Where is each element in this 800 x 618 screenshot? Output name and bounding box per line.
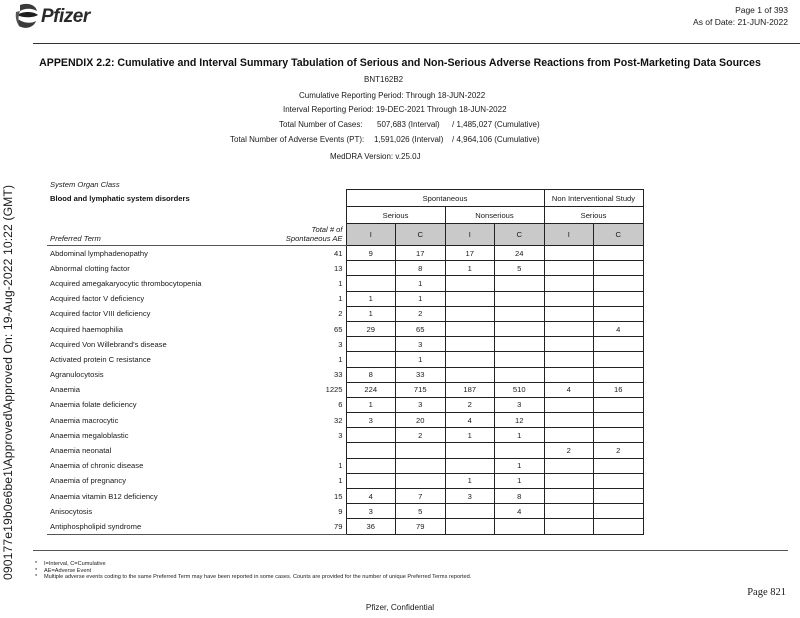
- spont-serious-interval-cell: 1: [346, 291, 396, 306]
- col-spont-serious-interval: I: [346, 224, 396, 246]
- table-row: [47, 458, 643, 473]
- preferred-term-cell: Anisocytosis: [50, 506, 93, 516]
- spont-serious-cumulative-cell: 7: [396, 489, 446, 504]
- total-ae-cumulative: / 4,964,106 (Cumulative): [452, 135, 540, 144]
- table-row: [47, 413, 643, 428]
- spont-nonserious-interval-cell: 1: [445, 261, 495, 276]
- nis-serious-interval-cell: [544, 413, 594, 428]
- spont-serious-cumulative-cell: [396, 443, 446, 458]
- spont-nonserious-cumulative-cell: 12: [495, 413, 545, 428]
- nis-serious-cumulative-cell: [594, 397, 644, 412]
- nis-serious-cumulative-cell: [594, 246, 644, 261]
- spont-nonserious-cumulative-cell: 510: [495, 382, 545, 397]
- spont-nonserious-interval-cell: 17: [445, 246, 495, 261]
- column-header-row: [47, 224, 643, 246]
- spont-nonserious-interval-cell: 3: [445, 489, 495, 504]
- preferred-term-cell: Acquired factor VIII deficiency: [50, 309, 151, 319]
- spont-serious-cumulative-cell: 17: [396, 246, 446, 261]
- nis-serious-interval-cell: [544, 321, 594, 336]
- header-rule: [33, 43, 800, 44]
- preferred-term-cell: Agranulocytosis: [50, 370, 104, 380]
- adverse-events-table: [47, 189, 644, 535]
- spont-serious-cumulative-cell: 33: [396, 367, 446, 382]
- nis-serious-cumulative-cell: [594, 306, 644, 321]
- spont-nonserious-interval-cell: [445, 306, 495, 321]
- spont-serious-interval-cell: 224: [346, 382, 396, 397]
- spont-serious-interval-cell: 4: [346, 489, 396, 504]
- table-row: [47, 306, 643, 321]
- spont-nonserious-cumulative-cell: 8: [495, 489, 545, 504]
- total-spontaneous-cell: 79: [258, 519, 346, 534]
- pfizer-logo-icon: [14, 2, 40, 32]
- table-row: [47, 291, 643, 306]
- spontaneous-header: Spontaneous: [346, 190, 544, 207]
- total-ae-interval: 1,591,026 (Interval): [374, 135, 444, 144]
- nis-serious-interval-cell: [544, 246, 594, 261]
- spont-nonserious-interval-cell: 187: [445, 382, 495, 397]
- nis-serious-interval-cell: [544, 489, 594, 504]
- spont-serious-interval-cell: 8: [346, 367, 396, 382]
- total-header-line2: Spontaneous AE: [285, 234, 343, 243]
- table-row: [47, 367, 643, 382]
- spont-serious-interval-cell: 1: [346, 306, 396, 321]
- spont-serious-cumulative-cell: 3: [396, 397, 446, 412]
- page-of-total: Page 1 of 393: [735, 5, 788, 15]
- spont-nonserious-interval-cell: 2: [445, 397, 495, 412]
- nis-serious-cumulative-cell: [594, 504, 644, 519]
- footer-rule: [33, 550, 788, 551]
- table-row: [47, 321, 643, 336]
- total-spontaneous-cell: [258, 443, 346, 458]
- table-row: [47, 443, 643, 458]
- nis-serious-cumulative-cell: [594, 337, 644, 352]
- spont-nonserious-interval-cell: [445, 443, 495, 458]
- preferred-term-cell: Acquired Von Willebrand's disease: [50, 339, 167, 349]
- preferred-term-cell: Acquired haemophilia: [50, 324, 124, 334]
- preferred-term-cell: Anaemia folate deficiency: [50, 400, 137, 410]
- total-spontaneous-cell: 6: [338, 400, 343, 410]
- nis-serious-cumulative-cell: [594, 519, 644, 534]
- nis-serious-cumulative-cell: [594, 261, 644, 276]
- spont-serious-cumulative-cell: 5: [396, 504, 446, 519]
- cumulative-period: Cumulative Reporting Period: Through 18-JUN-2022: [299, 91, 486, 100]
- confidential-label: Pfizer, Confidential: [365, 603, 435, 612]
- total-spontaneous-cell: 15: [334, 491, 343, 501]
- spont-serious-interval-cell: [346, 473, 396, 488]
- spont-serious-cumulative-cell: 715: [396, 382, 446, 397]
- total-header-line1: Total # of: [311, 225, 343, 234]
- spont-nonserious-cumulative-cell: [495, 321, 545, 336]
- spont-nonserious-cumulative-cell: 1: [495, 458, 545, 473]
- preferred-term-cell: Anaemia megaloblastic: [50, 430, 129, 440]
- spont-nonserious-interval-cell: 1: [445, 473, 495, 488]
- nis-serious-cumulative-cell: [594, 473, 644, 488]
- spont-nonserious-cumulative-cell: 4: [495, 504, 545, 519]
- spont-serious-interval-cell: [346, 352, 396, 367]
- nis-serious-cumulative-cell: 2: [594, 443, 644, 458]
- footnotes: [35, 561, 471, 581]
- nis-serious-interval-cell: [544, 473, 594, 488]
- spont-nonserious-interval-cell: [445, 276, 495, 291]
- nis-serious-interval-cell: 2: [544, 443, 594, 458]
- spont-nonserious-cumulative-cell: [495, 291, 545, 306]
- interval-period: Interval Reporting Period: 19-DEC-2021 Through 18-JUN-2022: [283, 105, 507, 114]
- pfizer-logo-text: Pfizer: [41, 6, 90, 27]
- spont-serious-cumulative-cell: 2: [396, 428, 446, 443]
- spont-serious-interval-cell: [346, 337, 396, 352]
- table-row: [47, 428, 643, 443]
- spont-serious-interval-cell: [346, 458, 396, 473]
- page-info: [693, 4, 788, 28]
- footnote-3: * Multiple adverse events coding to the same Preferred Term may have been reported in some cases. Counts are provided for the number of unique Preferred Terms reported.: [35, 574, 472, 581]
- total-ae-label: Total Number of Adverse Events (PT):: [230, 135, 365, 144]
- spont-nonserious-cumulative-cell: [495, 519, 545, 534]
- spont-nonserious-interval-cell: [445, 352, 495, 367]
- soc-name: Blood and lymphatic system disorders: [50, 194, 190, 203]
- preferred-term-cell: Anaemia vitamin B12 deficiency: [50, 491, 158, 501]
- nis-serious-cumulative-cell: [594, 413, 644, 428]
- spont-serious-interval-cell: 9: [346, 246, 396, 261]
- table-row: [47, 489, 643, 504]
- table-row: [47, 352, 643, 367]
- total-spontaneous-cell: 3: [338, 430, 343, 440]
- as-of-date: As of Date: 21-JUN-2022: [693, 17, 788, 27]
- total-spontaneous-cell: 1: [338, 278, 343, 288]
- col-nis-serious-cumulative: C: [594, 224, 644, 246]
- spont-serious-interval-cell: 3: [346, 413, 396, 428]
- spont-nonserious-cumulative-cell: 24: [495, 246, 545, 261]
- nis-serious-cumulative-cell: [594, 489, 644, 504]
- total-spontaneous-cell: 2: [338, 309, 343, 319]
- table-row: [47, 504, 643, 519]
- nis-serious-interval-cell: [544, 352, 594, 367]
- meddra-version: MedDRA Version: v.25.0J: [330, 152, 421, 161]
- spont-serious-cumulative-cell: 8: [396, 261, 446, 276]
- nis-serious-interval-cell: [544, 306, 594, 321]
- spont-nonserious-cumulative-cell: [495, 276, 545, 291]
- preferred-term-cell: Anaemia of chronic disease: [50, 461, 144, 471]
- spont-nonserious-cumulative-cell: 5: [495, 261, 545, 276]
- spont-nonserious-cumulative-cell: [495, 367, 545, 382]
- total-spontaneous-cell: 32: [334, 415, 343, 425]
- nis-serious-interval-cell: [544, 397, 594, 412]
- spont-serious-interval-cell: [346, 443, 396, 458]
- spont-nonserious-cumulative-cell: [495, 352, 545, 367]
- total-spontaneous-cell: 1225: [325, 385, 343, 395]
- spont-nonserious-interval-cell: 4: [445, 413, 495, 428]
- spont-serious-interval-cell: 3: [346, 504, 396, 519]
- col-spont-nonserious-interval: I: [445, 224, 495, 246]
- nis-header: Non Interventional Study: [544, 190, 643, 207]
- nis-serious-cumulative-cell: [594, 291, 644, 306]
- spont-nonserious-interval-cell: [445, 321, 495, 336]
- footnote-1: * I=Interval, C=Cumulative: [35, 561, 106, 567]
- nis-serious-cumulative-cell: 4: [594, 321, 644, 336]
- spont-serious-cumulative-cell: 20: [396, 413, 446, 428]
- nis-serious-interval-cell: [544, 291, 594, 306]
- spont-nonserious-cumulative-cell: [495, 337, 545, 352]
- product-name: BNT162B2: [364, 75, 404, 84]
- total-spontaneous-cell: 13: [334, 263, 343, 273]
- spont-nonserious-cumulative-cell: [495, 443, 545, 458]
- table-row: [47, 246, 643, 261]
- spont-nonserious-header: Nonserious: [445, 207, 544, 224]
- spont-serious-interval-cell: [346, 276, 396, 291]
- total-spontaneous-cell: 33: [334, 370, 343, 380]
- total-spontaneous-cell: 3: [338, 339, 343, 349]
- spont-serious-cumulative-cell: 65: [396, 321, 446, 336]
- total-cases-cumulative: / 1,485,027 (Cumulative): [452, 120, 540, 129]
- total-spontaneous-cell: 1: [338, 461, 343, 471]
- spont-nonserious-cumulative-cell: 1: [495, 428, 545, 443]
- spont-nonserious-interval-cell: [445, 519, 495, 534]
- spont-nonserious-cumulative-cell: 1: [495, 473, 545, 488]
- document-title: APPENDIX 2.2: Cumulative and Interval Summary Tabulation of Serious and Non-Serious Adverse Reactions from Post-Marketing Data Sources: [39, 57, 761, 69]
- spont-serious-cumulative-cell: 1: [396, 352, 446, 367]
- spont-nonserious-interval-cell: [445, 367, 495, 382]
- preferred-term-cell: Anaemia neonatal: [50, 446, 112, 456]
- table-row: [47, 276, 643, 291]
- soc-label: System Organ Class: [50, 180, 120, 189]
- spont-nonserious-interval-cell: [445, 504, 495, 519]
- spont-nonserious-interval-cell: [445, 291, 495, 306]
- approval-stamp: 090177e19b0e6be1\Approved\Approved On: 19-Aug-2022 10:22 (GMT): [1, 184, 15, 580]
- spont-nonserious-cumulative-cell: [495, 306, 545, 321]
- nis-serious-interval-cell: 4: [544, 382, 594, 397]
- spont-serious-cumulative-cell: 3: [396, 337, 446, 352]
- table-row: [47, 337, 643, 352]
- preferred-term-cell: Antiphospholipid syndrome: [47, 519, 258, 534]
- spont-serious-interval-cell: 36: [346, 519, 396, 534]
- nis-serious-cumulative-cell: [594, 428, 644, 443]
- nis-serious-interval-cell: [544, 519, 594, 534]
- preferred-term-cell: Acquired factor V deficiency: [50, 294, 145, 304]
- spont-nonserious-interval-cell: [445, 337, 495, 352]
- nis-serious-interval-cell: [544, 337, 594, 352]
- total-cases-interval: 507,683 (Interval): [377, 120, 440, 129]
- preferred-term-cell: Anaemia: [50, 385, 80, 395]
- preferred-term-cell: Anaemia of pregnancy: [50, 476, 126, 486]
- preferred-term-cell: Acquired amegakaryocytic thrombocytopenia: [50, 278, 202, 288]
- nis-serious-interval-cell: [544, 367, 594, 382]
- nis-serious-cumulative-cell: 16: [594, 382, 644, 397]
- table-body: [47, 246, 643, 535]
- footnote-2: * AE=Adverse Event: [35, 567, 92, 574]
- total-spontaneous-cell: 65: [334, 324, 343, 334]
- nis-serious-interval-cell: [544, 458, 594, 473]
- sub-header-row: [47, 207, 643, 224]
- total-spontaneous-header: [258, 224, 346, 246]
- table-row: [47, 397, 643, 412]
- spont-serious-cumulative-cell: 79: [396, 519, 446, 534]
- nis-serious-interval-cell: [544, 504, 594, 519]
- nis-serious-header: Serious: [544, 207, 643, 224]
- nis-serious-cumulative-cell: [594, 352, 644, 367]
- nis-serious-cumulative-cell: [594, 458, 644, 473]
- table-row: [47, 473, 643, 488]
- group-header-row: [47, 190, 643, 207]
- total-spontaneous-cell: 41: [334, 248, 343, 258]
- nis-serious-interval-cell: [544, 428, 594, 443]
- total-spontaneous-cell: 1: [338, 294, 343, 304]
- col-spont-serious-cumulative: C: [396, 224, 446, 246]
- spont-serious-interval-cell: 29: [346, 321, 396, 336]
- spont-serious-cumulative-cell: [396, 458, 446, 473]
- col-spont-nonserious-cumulative: C: [495, 224, 545, 246]
- nis-serious-cumulative-cell: [594, 367, 644, 382]
- preferred-term-cell: Activated protein C resistance: [50, 354, 151, 364]
- preferred-term-cell: Abdominal lymphadenopathy: [50, 248, 148, 258]
- preferred-term-header: Preferred Term: [47, 224, 258, 246]
- spont-serious-interval-cell: 1: [346, 397, 396, 412]
- table-row: [47, 519, 643, 534]
- spont-serious-header: Serious: [346, 207, 445, 224]
- table-row: [47, 261, 643, 276]
- spont-serious-cumulative-cell: [396, 473, 446, 488]
- spont-serious-cumulative-cell: 1: [396, 291, 446, 306]
- page-number: Page 821: [747, 587, 786, 598]
- nis-serious-interval-cell: [544, 276, 594, 291]
- spont-nonserious-cumulative-cell: 3: [495, 397, 545, 412]
- total-spontaneous-cell: 1: [338, 476, 343, 486]
- nis-serious-cumulative-cell: [594, 276, 644, 291]
- spont-serious-cumulative-cell: 1: [396, 276, 446, 291]
- total-spontaneous-cell: 1: [338, 354, 343, 364]
- spont-nonserious-interval-cell: [445, 458, 495, 473]
- preferred-term-cell: Anaemia macrocytic: [50, 415, 119, 425]
- pfizer-logo: [14, 2, 90, 32]
- nis-serious-interval-cell: [544, 261, 594, 276]
- table-row: [47, 382, 643, 397]
- preferred-term-cell: Abnormal clotting factor: [50, 263, 130, 273]
- col-nis-serious-interval: I: [544, 224, 594, 246]
- spont-nonserious-interval-cell: 1: [445, 428, 495, 443]
- spont-serious-interval-cell: [346, 261, 396, 276]
- total-spontaneous-cell: 9: [338, 506, 343, 516]
- spont-serious-cumulative-cell: 2: [396, 306, 446, 321]
- total-cases-label: Total Number of Cases:: [279, 120, 363, 129]
- spont-serious-interval-cell: [346, 428, 396, 443]
